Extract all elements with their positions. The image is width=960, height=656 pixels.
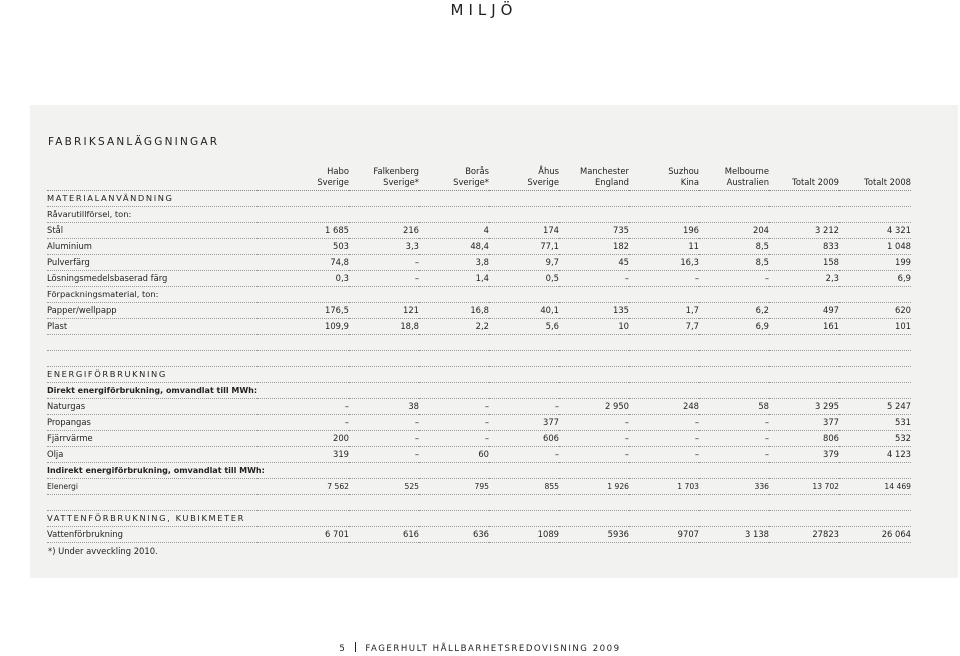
value-cell: 6,2 [699, 303, 769, 319]
header-label-cell [47, 158, 257, 191]
value-cell: 10 [559, 319, 629, 335]
value-cell: 60 [419, 447, 489, 463]
value-cell: 135 [559, 303, 629, 319]
value-cell: 0,3 [257, 271, 349, 287]
value-cell: 6,9 [699, 319, 769, 335]
value-cell: 1089 [489, 527, 559, 543]
value-cell: – [489, 399, 559, 415]
value-cell: 8,5 [699, 239, 769, 255]
value-cell: 3 212 [769, 223, 839, 239]
table-row [47, 303, 911, 319]
row-label: Pulverfärg [47, 255, 257, 271]
value-cell: 532 [839, 431, 911, 447]
footer-separator [355, 642, 356, 652]
table-body [47, 191, 911, 543]
value-cell: – [349, 415, 419, 431]
value-cell: 3,3 [349, 239, 419, 255]
section-heading-row [47, 191, 911, 207]
value-cell: 2 950 [559, 399, 629, 415]
value-cell: – [699, 431, 769, 447]
spacer-cell [47, 351, 911, 367]
row-label: Fjärrvärme [47, 431, 257, 447]
value-cell: 379 [769, 447, 839, 463]
column-header-manchester: Manchester England [559, 158, 629, 191]
value-cell: 101 [839, 319, 911, 335]
direct-energy-heading: Direkt energiförbrukning, omvandlat till MWh: [47, 383, 911, 399]
value-cell: 182 [559, 239, 629, 255]
value-cell: 1 926 [559, 479, 629, 495]
value-cell: – [629, 415, 699, 431]
value-cell: – [349, 447, 419, 463]
value-cell: 161 [769, 319, 839, 335]
column-header-boras: Borås Sverige* [419, 158, 489, 191]
spacer-row [47, 351, 911, 367]
page-title: MILJÖ [450, 1, 518, 19]
table-row [47, 431, 911, 447]
value-cell: – [349, 255, 419, 271]
value-cell: 16,8 [419, 303, 489, 319]
value-cell: – [257, 415, 349, 431]
subheading-row [47, 287, 911, 303]
spacer-cell [47, 495, 911, 511]
value-cell: 1 048 [839, 239, 911, 255]
value-cell: 8,5 [699, 255, 769, 271]
value-cell: 636 [419, 527, 489, 543]
value-cell: 3,8 [419, 255, 489, 271]
value-cell: 5,6 [489, 319, 559, 335]
value-cell: 525 [349, 479, 419, 495]
value-cell: 2,3 [769, 271, 839, 287]
materials-heading: MATERIALANVÄNDNING [47, 191, 911, 207]
value-cell: 1,7 [629, 303, 699, 319]
value-cell: – [559, 447, 629, 463]
facilities-table [47, 158, 911, 543]
row-label: Naturgas [47, 399, 257, 415]
column-header-melbourne: Melbourne Australien [699, 158, 769, 191]
value-cell: – [349, 271, 419, 287]
value-cell: – [419, 431, 489, 447]
value-cell: 6 701 [257, 527, 349, 543]
row-label: Stål [47, 223, 257, 239]
row-label: Papper/wellpapp [47, 303, 257, 319]
value-cell: 3 138 [699, 527, 769, 543]
value-cell: 199 [839, 255, 911, 271]
table-row [47, 479, 911, 495]
value-cell: – [629, 431, 699, 447]
value-cell: 795 [419, 479, 489, 495]
page-number: 5 [339, 644, 347, 654]
value-cell: 27823 [769, 527, 839, 543]
energy-heading: ENERGIFÖRBRUKNING [47, 367, 911, 383]
value-cell: 58 [699, 399, 769, 415]
row-label: Lösningsmedelsbaserad färg [47, 271, 257, 287]
value-cell: 174 [489, 223, 559, 239]
value-cell: 833 [769, 239, 839, 255]
value-cell: 4 [419, 223, 489, 239]
value-cell: – [559, 271, 629, 287]
value-cell: 0,5 [489, 271, 559, 287]
value-cell: – [349, 431, 419, 447]
value-cell: 13 702 [769, 479, 839, 495]
value-cell: 855 [489, 479, 559, 495]
value-cell: – [559, 431, 629, 447]
value-cell: 26 064 [839, 527, 911, 543]
value-cell: 9707 [629, 527, 699, 543]
table-header-row [47, 158, 911, 191]
indirect-energy-heading: Indirekt energiförbrukning, omvandlat till MWh: [47, 463, 911, 479]
table-row [47, 447, 911, 463]
value-cell: 497 [769, 303, 839, 319]
spacer-row [47, 335, 911, 351]
facilities-panel [30, 105, 958, 578]
row-label: Propangas [47, 415, 257, 431]
value-cell: 606 [489, 431, 559, 447]
water-heading: VATTENFÖRBRUKNING, KUBIKMETER [47, 511, 911, 527]
value-cell: 531 [839, 415, 911, 431]
table-row [47, 239, 911, 255]
raw-materials-heading: Råvarutillförsel, ton: [47, 207, 911, 223]
value-cell: 77,1 [489, 239, 559, 255]
value-cell: 121 [349, 303, 419, 319]
value-cell: 204 [699, 223, 769, 239]
value-cell: 9,7 [489, 255, 559, 271]
subheading-row [47, 463, 911, 479]
value-cell: 7 562 [257, 479, 349, 495]
value-cell: 806 [769, 431, 839, 447]
column-header-total-2009: Totalt 2009 [769, 158, 839, 191]
value-cell: 16,3 [629, 255, 699, 271]
table-row [47, 255, 911, 271]
value-cell: 45 [559, 255, 629, 271]
column-header-ahus: Åhus Sverige [489, 158, 559, 191]
row-label: Aluminium [47, 239, 257, 255]
value-cell: – [629, 271, 699, 287]
value-cell: 1 703 [629, 479, 699, 495]
value-cell: 48,4 [419, 239, 489, 255]
column-header-suzhou: Suzhou Kina [629, 158, 699, 191]
spacer-row [47, 495, 911, 511]
value-cell: – [419, 399, 489, 415]
value-cell: 7,7 [629, 319, 699, 335]
table-row [47, 399, 911, 415]
page-footer [0, 642, 960, 654]
value-cell: 196 [629, 223, 699, 239]
value-cell: 4 123 [839, 447, 911, 463]
value-cell: 5936 [559, 527, 629, 543]
section-title: FABRIKSANLÄGGNINGAR [48, 136, 220, 148]
value-cell: 735 [559, 223, 629, 239]
value-cell: 40,1 [489, 303, 559, 319]
value-cell: 248 [629, 399, 699, 415]
column-header-total-2008: Totalt 2008 [839, 158, 911, 191]
row-label: Olja [47, 447, 257, 463]
value-cell: 109,9 [257, 319, 349, 335]
table-row [47, 271, 911, 287]
value-cell: 200 [257, 431, 349, 447]
value-cell: – [699, 447, 769, 463]
value-cell: 158 [769, 255, 839, 271]
column-header-falkenberg: Falkenberg Sverige* [349, 158, 419, 191]
packaging-heading: Förpackningsmaterial, ton: [47, 287, 911, 303]
value-cell: 4 321 [839, 223, 911, 239]
value-cell: 503 [257, 239, 349, 255]
publication-title: FAGERHULT HÅLLBARHETSREDOVISNING 2009 [365, 644, 621, 654]
row-label: Elenergi [47, 479, 257, 495]
table-row [47, 223, 911, 239]
value-cell: 176,5 [257, 303, 349, 319]
value-cell: 11 [629, 239, 699, 255]
section-heading-row [47, 511, 911, 527]
row-label: Plast [47, 319, 257, 335]
value-cell: 5 247 [839, 399, 911, 415]
subheading-row [47, 207, 911, 223]
value-cell: – [699, 271, 769, 287]
value-cell: 2,2 [419, 319, 489, 335]
value-cell: 74,8 [257, 255, 349, 271]
value-cell: – [629, 447, 699, 463]
value-cell: – [489, 447, 559, 463]
value-cell: 319 [257, 447, 349, 463]
value-cell: 377 [769, 415, 839, 431]
value-cell: 38 [349, 399, 419, 415]
value-cell: 14 469 [839, 479, 911, 495]
column-header-habo: Habo Sverige [257, 158, 349, 191]
value-cell: 1,4 [419, 271, 489, 287]
value-cell: 6,9 [839, 271, 911, 287]
value-cell: – [699, 415, 769, 431]
value-cell: 336 [699, 479, 769, 495]
table-row [47, 527, 911, 543]
value-cell: 377 [489, 415, 559, 431]
value-cell: 620 [839, 303, 911, 319]
value-cell: – [559, 415, 629, 431]
value-cell: 616 [349, 527, 419, 543]
value-cell: 216 [349, 223, 419, 239]
section-heading-row [47, 367, 911, 383]
value-cell: – [257, 399, 349, 415]
footnote: *) Under avveckling 2010. [48, 546, 158, 556]
table-row [47, 319, 911, 335]
value-cell: – [419, 415, 489, 431]
value-cell: 18,8 [349, 319, 419, 335]
table-row [47, 415, 911, 431]
value-cell: 3 295 [769, 399, 839, 415]
subheading-row [47, 383, 911, 399]
value-cell: 1 685 [257, 223, 349, 239]
row-label: Vattenförbrukning [47, 527, 257, 543]
spacer-cell [47, 335, 911, 351]
